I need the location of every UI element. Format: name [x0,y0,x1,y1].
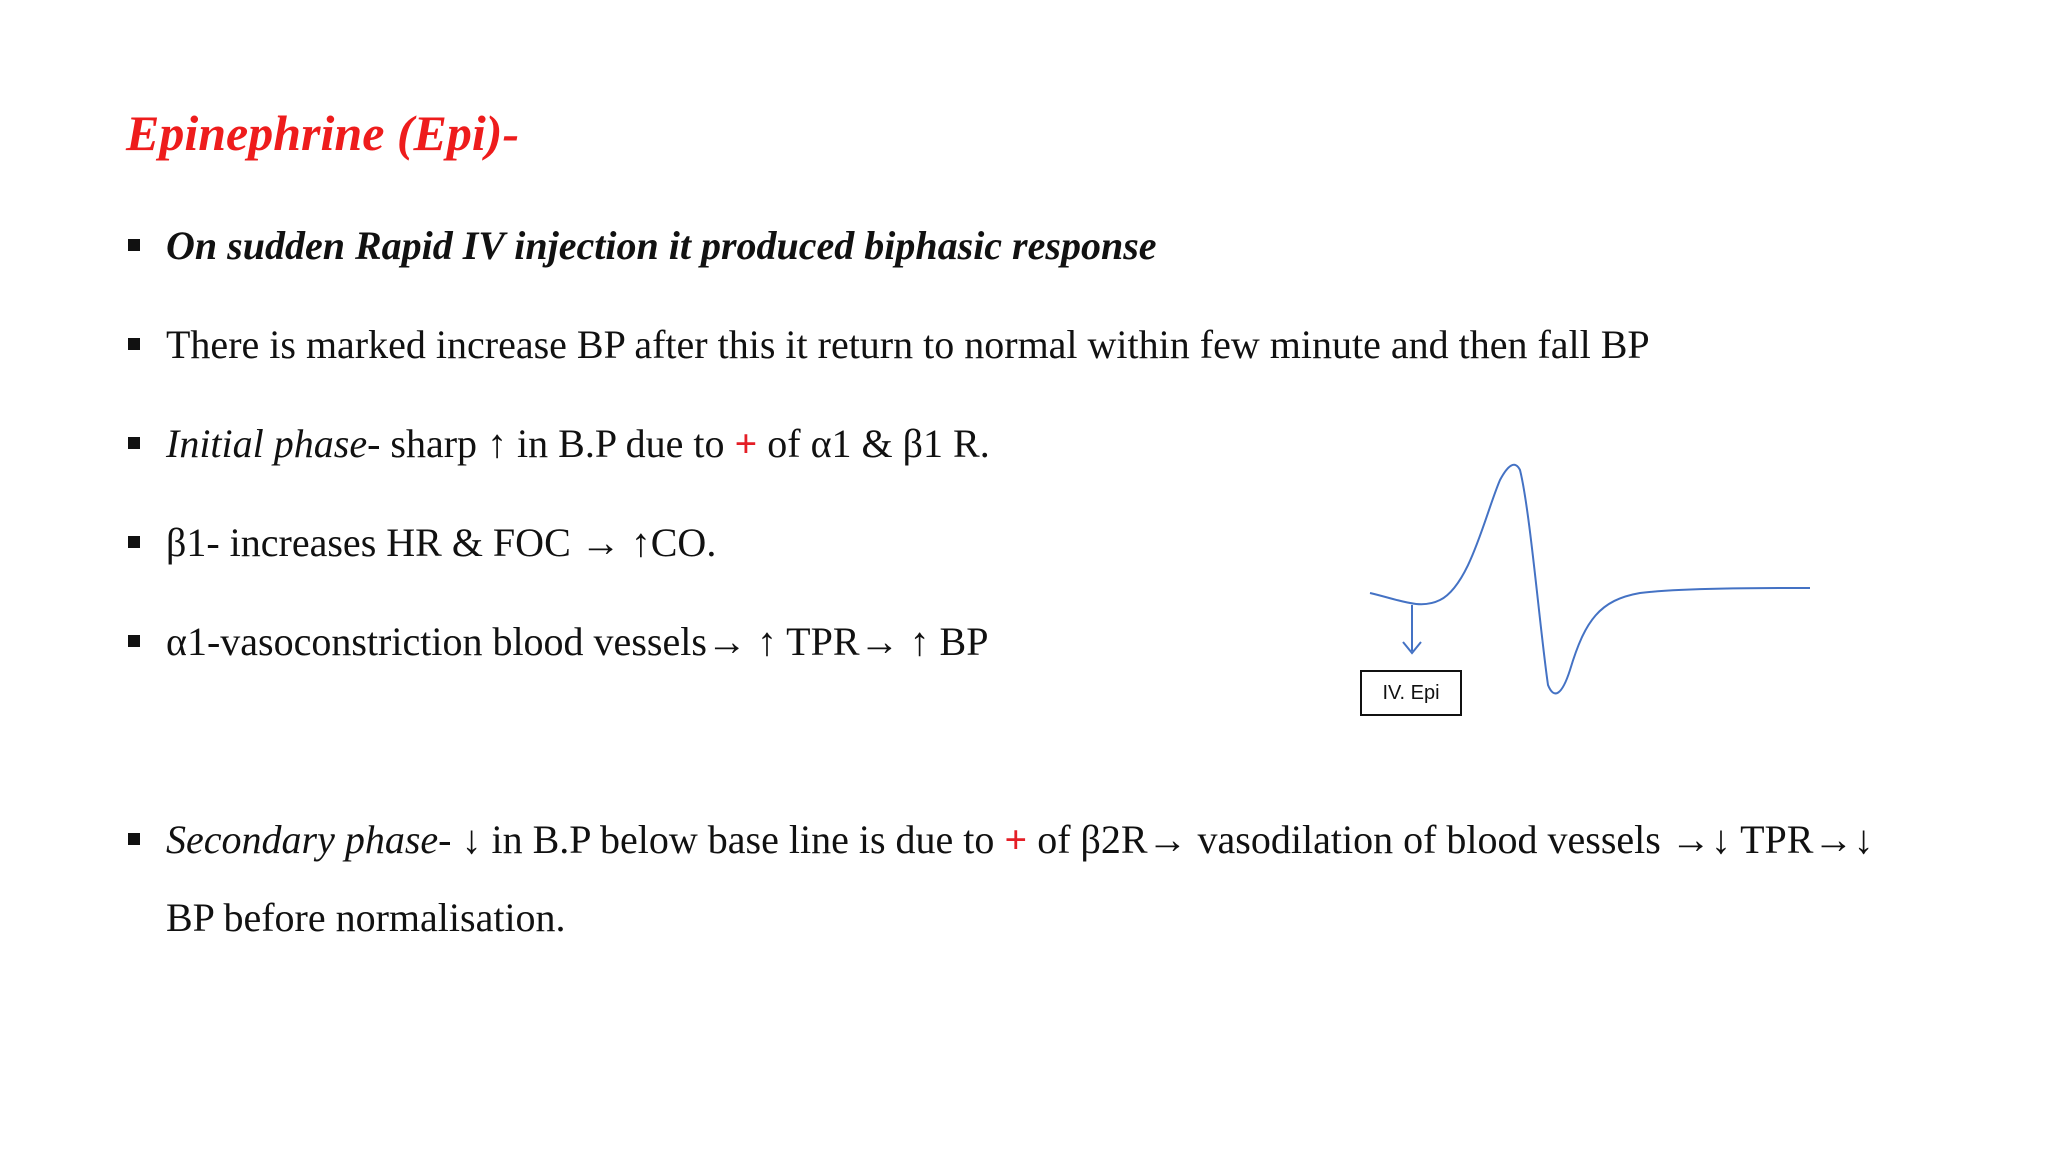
bullet-text [166,817,1874,862]
slide-title: Epinephrine (Epi)- [126,105,520,161]
bullet-secondary-phase-continuation: BP before normalisation. [166,895,566,940]
bullet-square-icon [128,536,140,548]
bullet-text [166,421,990,466]
bp-curve [1370,465,1810,694]
phase-text-end: of β2R→ vasodilation of blood vessels →↓ TPR→↓ [1027,817,1874,862]
phase-label: Secondary phase [166,817,439,862]
bullet-square-icon [128,239,140,251]
bullet-square-icon [128,833,140,845]
bullet-text: β1- increases HR & FOC → ↑CO. [166,520,717,565]
stimulation-plus-icon: + [734,421,758,466]
bullet-text: There is marked increase BP after this it return to normal within few minute and then fall BP [166,322,1650,367]
stimulation-plus-icon: + [1004,817,1028,862]
phase-text: - ↓ in B.P below base line is due to [438,817,1005,862]
bullet-text: On sudden Rapid IV injection it produced biphasic response [166,223,1157,268]
iv-epi-label: IV. Epi [1360,670,1462,716]
bullet-square-icon [128,338,140,350]
phase-label: Initial phase [166,421,368,466]
bullet-text: α1-vasoconstriction blood vessels→ ↑ TPR→ ↑ BP [166,619,989,664]
phase-text: - sharp ↑ in B.P due to [367,421,735,466]
slide-margin [0,0,165,1152]
bullet-square-icon [128,635,140,647]
bullet-square-icon [128,437,140,449]
phase-text-end: of α1 & β1 R. [757,421,990,466]
